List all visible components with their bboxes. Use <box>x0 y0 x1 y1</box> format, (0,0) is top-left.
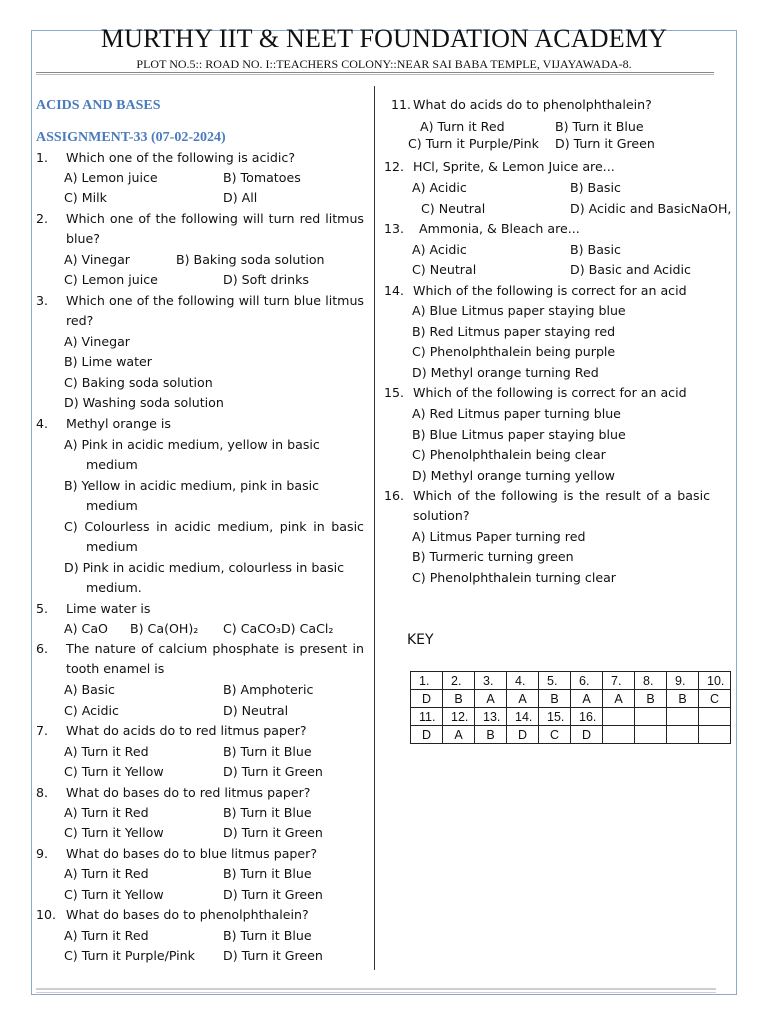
key-cell: D <box>411 690 443 708</box>
key-cell: B <box>475 726 507 744</box>
option-d-cont: medium. <box>86 580 142 595</box>
option-d: D) Turn it Green <box>223 948 323 963</box>
option-b: B) Basic <box>570 180 621 195</box>
option-c-cont: medium <box>86 539 138 554</box>
question-number: 14. <box>384 283 405 298</box>
option-a: A) Turn it Red <box>64 805 149 820</box>
option-d: D) Turn it Green <box>223 764 323 779</box>
option-b: B) Turn it Blue <box>555 119 644 134</box>
question-text: What do bases do to phenolphthalein? <box>66 907 309 922</box>
option-a: A) Pink in acidic medium, yellow in basic <box>64 437 320 452</box>
question-number: 3. <box>36 293 49 308</box>
option-c: C) Lemon juice <box>64 272 158 287</box>
option-a: A) Red Litmus paper turning blue <box>412 406 621 421</box>
option-a: A) Turn it Red <box>64 744 149 759</box>
answer-key-label: KEY <box>407 632 434 648</box>
key-cell <box>667 708 699 726</box>
key-cell: 14. <box>507 708 539 726</box>
option-d: D) Washing soda solution <box>64 395 224 410</box>
key-cell: B <box>635 690 667 708</box>
question-text: What do acids do to phenolphthalein? <box>413 97 652 112</box>
question-number: 11. <box>391 97 412 112</box>
question-text: Which one of the following will turn red litmus <box>66 211 364 226</box>
key-cell: B <box>667 690 699 708</box>
key-cell <box>635 726 667 744</box>
option-a: A) Turn it Red <box>420 119 505 134</box>
question-text: Which one of the following is acidic? <box>66 150 296 165</box>
option-c: C) Milk <box>64 190 107 205</box>
option-b: B) Turn it Blue <box>223 805 312 820</box>
question-text: Which of the following is correct for an acid <box>413 283 687 298</box>
key-cell <box>699 726 731 744</box>
question-number: 6. <box>36 641 49 656</box>
option-d: D) Neutral <box>223 703 289 718</box>
key-cell: B <box>539 690 571 708</box>
key-row-answers-1 <box>411 690 731 708</box>
key-row-numbers-2 <box>411 708 731 726</box>
option-d: D) Basic and Acidic <box>570 262 691 277</box>
question-number: 1. <box>36 150 49 165</box>
option-b: B) Turn it Blue <box>223 866 312 881</box>
key-cell <box>603 708 635 726</box>
option-c-d: C) CaCO₃D) CaCl₂ <box>223 621 334 636</box>
question-text-cont: tooth enamel is <box>66 661 165 676</box>
option-c: C) Turn it Purple/Pink <box>408 136 539 151</box>
option-a: A) Turn it Red <box>64 928 149 943</box>
option-a: A) Blue Litmus paper staying blue <box>412 303 626 318</box>
key-cell: D <box>411 726 443 744</box>
key-cell: 16. <box>571 708 603 726</box>
option-b: B) Lime water <box>64 354 152 369</box>
key-cell: 7. <box>603 672 635 690</box>
option-a: A) Vinegar <box>64 252 130 267</box>
option-c: C) Turn it Yellow <box>64 887 164 902</box>
key-cell: 1. <box>411 672 443 690</box>
answer-key-table <box>410 671 731 744</box>
option-c: C) Colourless in acidic medium, pink in basic <box>64 519 364 534</box>
question-number: 16. <box>384 488 405 503</box>
option-d: D) Methyl orange turning Red <box>412 365 599 380</box>
question-number: 8. <box>36 785 49 800</box>
option-b: B) Amphoteric <box>223 682 314 697</box>
key-cell: 3. <box>475 672 507 690</box>
question-text: Methyl orange is <box>66 416 171 431</box>
option-d: D) Soft drinks <box>223 272 309 287</box>
question-text: What do bases do to blue litmus paper? <box>66 846 318 861</box>
key-cell: A <box>507 690 539 708</box>
key-cell: 10. <box>699 672 731 690</box>
option-b: B) Red Litmus paper staying red <box>412 324 616 339</box>
key-row-numbers-1 <box>411 672 731 690</box>
question-text: Which of the following is the result of a basic <box>413 488 710 503</box>
option-d: D) Methyl orange turning yellow <box>412 468 615 483</box>
key-cell: A <box>603 690 635 708</box>
option-c: C) Baking soda solution <box>64 375 213 390</box>
key-cell: D <box>571 726 603 744</box>
question-number: 7. <box>36 723 49 738</box>
academy-address: PLOT NO.5:: ROAD NO. I::TEACHERS COLONY::NEAR SAI BABA TEMPLE, VIJAYAWADA-8. <box>136 57 632 71</box>
key-cell <box>667 726 699 744</box>
option-a: A) Turn it Red <box>64 866 149 881</box>
option-a: A) Acidic <box>412 180 467 195</box>
key-cell: A <box>443 726 475 744</box>
option-c: C) Acidic <box>64 703 119 718</box>
option-a: A) Basic <box>64 682 115 697</box>
option-d: D) Acidic and BasicNaOH, <box>570 201 732 216</box>
key-cell: 4. <box>507 672 539 690</box>
key-cell <box>699 708 731 726</box>
question-text: HCl, Sprite, & Lemon Juice are... <box>413 159 615 174</box>
question-text: Which of the following is correct for an acid <box>413 385 687 400</box>
option-b: B) Turn it Blue <box>223 744 312 759</box>
footer-divider <box>36 988 716 990</box>
option-b: B) Turn it Blue <box>223 928 312 943</box>
header-divider-secondary <box>36 74 714 75</box>
question-text-cont: red? <box>66 313 94 328</box>
key-cell: 5. <box>539 672 571 690</box>
question-number: 2. <box>36 211 49 226</box>
footer-divider-secondary <box>36 992 716 993</box>
option-a: A) Vinegar <box>64 334 130 349</box>
option-a: A) Litmus Paper turning red <box>412 529 586 544</box>
column-divider <box>374 86 375 970</box>
option-c: C) Turn it Yellow <box>64 825 164 840</box>
question-number: 12. <box>384 159 405 174</box>
key-cell: A <box>571 690 603 708</box>
key-row-answers-2 <box>411 726 731 744</box>
key-cell: 13. <box>475 708 507 726</box>
option-c: C) Phenolphthalein turning clear <box>412 570 616 585</box>
key-cell: C <box>699 690 731 708</box>
option-b: B) Ca(OH)₂ <box>130 621 199 636</box>
question-number: 15. <box>384 385 405 400</box>
option-c: C) Phenolphthalein being clear <box>412 447 606 462</box>
key-cell: 8. <box>635 672 667 690</box>
question-number: 9. <box>36 846 49 861</box>
option-b-cont: medium <box>86 498 138 513</box>
key-cell: 11. <box>411 708 443 726</box>
question-text: What do bases do to red litmus paper? <box>66 785 311 800</box>
question-number: 13. <box>384 221 405 236</box>
option-c: C) Turn it Purple/Pink <box>64 948 195 963</box>
key-cell: 12. <box>443 708 475 726</box>
question-number: 10. <box>36 907 57 922</box>
assignment-heading: ASSIGNMENT-33 (07-02-2024) <box>36 130 226 145</box>
option-b: B) Blue Litmus paper staying blue <box>412 427 626 442</box>
option-d: D) Turn it Green <box>555 136 655 151</box>
option-a: A) Lemon juice <box>64 170 158 185</box>
key-cell <box>635 708 667 726</box>
question-number: 5. <box>36 601 49 616</box>
key-cell: D <box>507 726 539 744</box>
key-cell <box>603 726 635 744</box>
option-a-cont: medium <box>86 457 138 472</box>
option-b: B) Yellow in acidic medium, pink in basic <box>64 478 320 493</box>
option-c: C) Neutral <box>412 262 477 277</box>
option-d: D) Turn it Green <box>223 887 323 902</box>
option-a: A) Acidic <box>412 242 467 257</box>
header-divider <box>36 72 714 73</box>
academy-title: MURTHY IIT & NEET FOUNDATION ACADEMY <box>100 24 668 53</box>
key-cell: 9. <box>667 672 699 690</box>
key-cell: 6. <box>571 672 603 690</box>
option-a: A) CaO <box>64 621 108 636</box>
key-cell: 2. <box>443 672 475 690</box>
question-text: The nature of calcium phosphate is present in <box>66 641 364 656</box>
question-text-cont: blue? <box>66 231 100 246</box>
key-cell: A <box>475 690 507 708</box>
question-text-cont: solution? <box>413 508 470 523</box>
topic-heading: ACIDS AND BASES <box>36 98 161 113</box>
key-cell: 15. <box>539 708 571 726</box>
option-d: D) Pink in acidic medium, colourless in basic <box>64 560 345 575</box>
option-b: B) Baking soda solution <box>176 252 325 267</box>
key-cell: C <box>539 726 571 744</box>
option-c: C) Turn it Yellow <box>64 764 164 779</box>
option-d: D) Turn it Green <box>223 825 323 840</box>
option-d: D) All <box>223 190 258 205</box>
question-text: Lime water is <box>66 601 151 616</box>
option-c: C) Phenolphthalein being purple <box>412 344 616 359</box>
key-cell: B <box>443 690 475 708</box>
question-text: Ammonia, & Bleach are... <box>419 221 580 236</box>
option-b: B) Basic <box>570 242 621 257</box>
option-b: B) Tomatoes <box>223 170 301 185</box>
option-b: B) Turmeric turning green <box>412 549 574 564</box>
question-text: Which one of the following will turn blue litmus <box>66 293 364 308</box>
option-c: C) Neutral <box>421 201 486 216</box>
question-text: What do acids do to red litmus paper? <box>66 723 307 738</box>
question-number: 4. <box>36 416 49 431</box>
